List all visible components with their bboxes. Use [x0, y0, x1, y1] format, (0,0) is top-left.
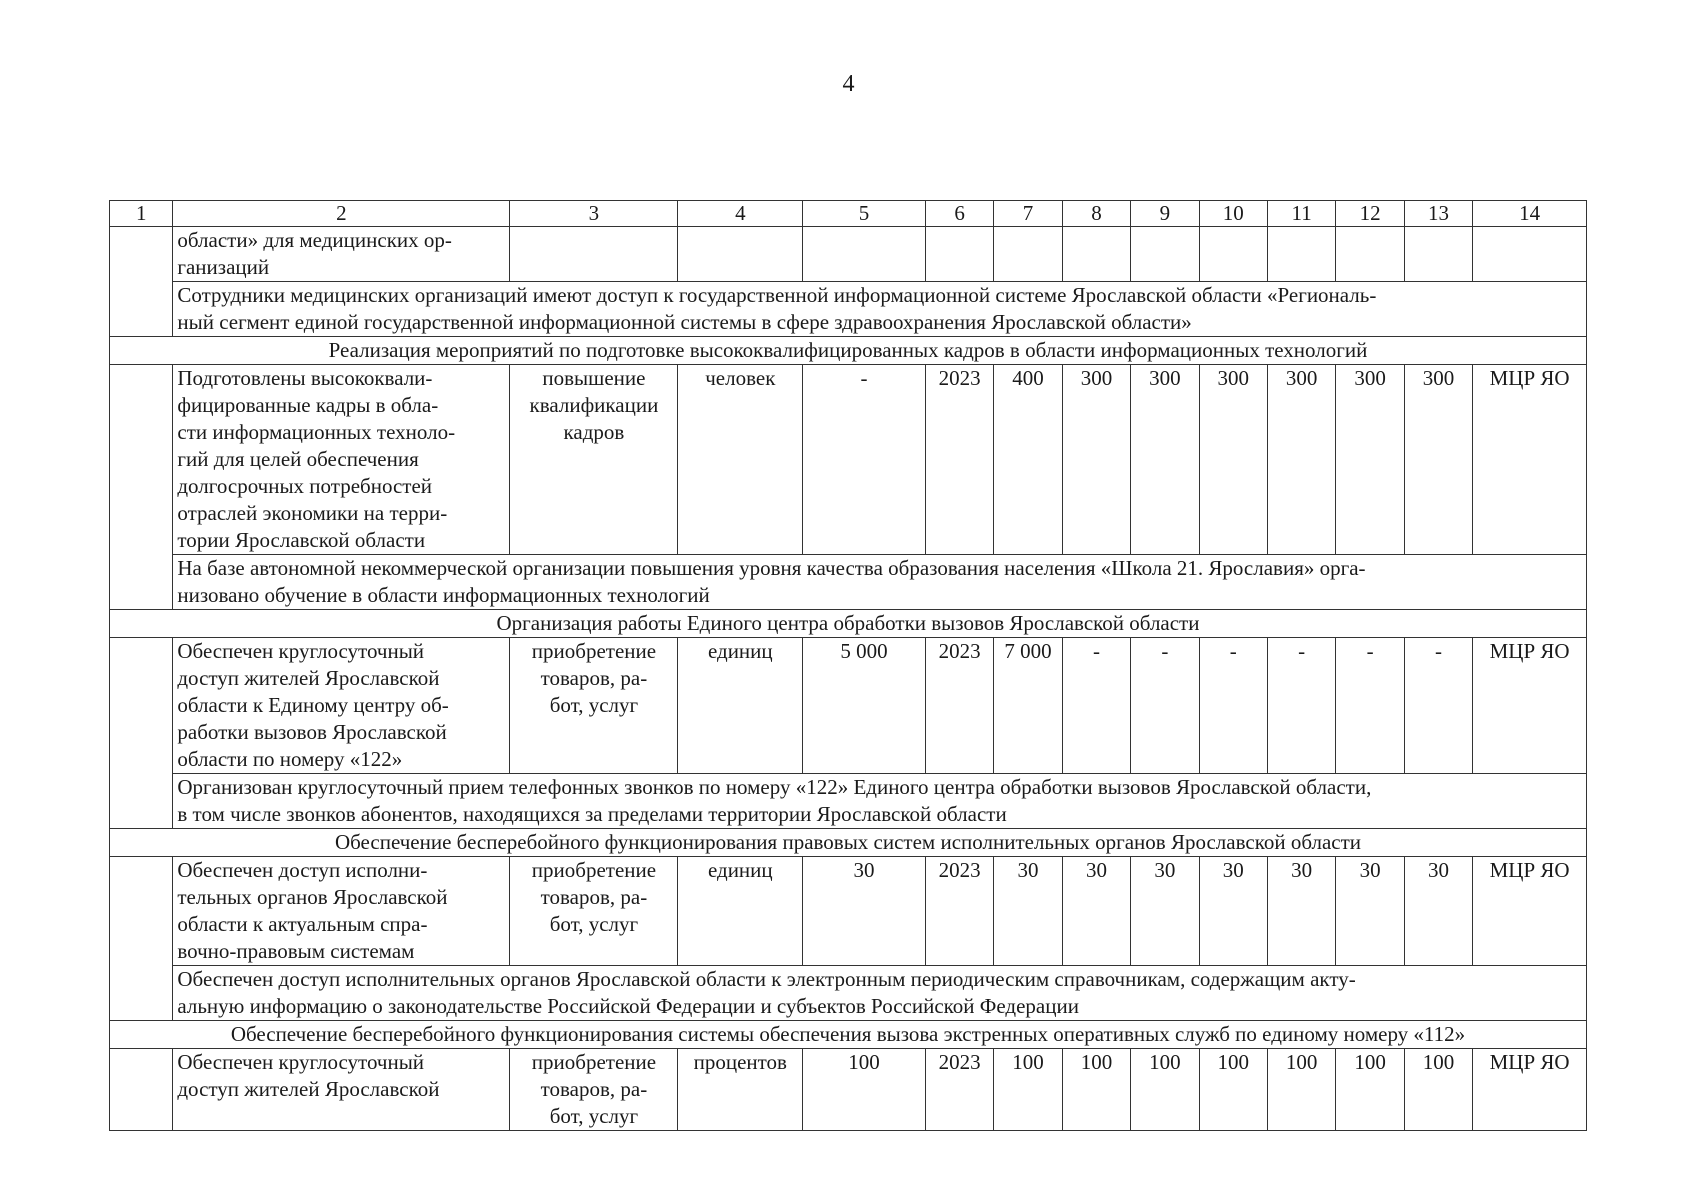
value-12: -: [1336, 638, 1404, 774]
table-row: [110, 227, 1587, 282]
executor: МЦР ЯО: [1473, 365, 1587, 555]
value-7: 400: [994, 365, 1062, 555]
result-text: На базе автономной некоммерческой организации повышения уровня качества образования населения «Школа 21. Ярославия» орга- низовано обучение в области информационных технологий: [173, 555, 1587, 610]
indicator-name: области» для медицинских ор- ганизаций: [173, 227, 510, 282]
result-text: Обеспечен доступ исполнительных органов Ярославской области к электронным периодическим справочникам, содержащим акту- альную информацию о законодательстве Российской Федерации и субъектов Российской Федерации: [173, 966, 1587, 1021]
activity-type: приобретение товаров, ра- бот, услуг: [510, 1049, 678, 1131]
col-14: 14: [1473, 201, 1587, 227]
value-11: 100: [1267, 1049, 1335, 1131]
page-number: 4: [842, 71, 855, 97]
value-8: 100: [1062, 1049, 1130, 1131]
indicator-name: Обеспечен круглосуточный доступ жителей Ярославской: [173, 1049, 510, 1131]
section-title: Обеспечение бесперебойного функционирования правовых систем исполнительных органов Ярославской области: [110, 829, 1587, 857]
col-9: 9: [1131, 201, 1199, 227]
value-12: 100: [1336, 1049, 1404, 1131]
section-row: [110, 1021, 1587, 1049]
value-8: -: [1062, 638, 1130, 774]
value-13: 30: [1404, 857, 1472, 966]
value-10: 100: [1199, 1049, 1267, 1131]
base-year: 2023: [925, 857, 993, 966]
value-13: 300: [1404, 365, 1472, 555]
value-10: 300: [1199, 365, 1267, 555]
base-year: 2023: [925, 638, 993, 774]
indicator-name: Обеспечен доступ исполни- тельных органов Ярославской области к актуальным спра- вочно-правовым системам: [173, 857, 510, 966]
value-12: 300: [1336, 365, 1404, 555]
unit: человек: [678, 365, 803, 555]
indicators-table: [109, 200, 1587, 1131]
value-9: -: [1131, 638, 1199, 774]
result-row: [110, 555, 1587, 610]
row-number-cell: [110, 857, 173, 1021]
value-9: 100: [1131, 1049, 1199, 1131]
indicator-name: Обеспечен круглосуточный доступ жителей Ярославской области к Единому центру об- работки вызовов Ярославской области по номеру «122»: [173, 638, 510, 774]
section-row: [110, 829, 1587, 857]
table-row: [110, 638, 1587, 774]
base-value: 100: [803, 1049, 926, 1131]
value-13: 100: [1404, 1049, 1472, 1131]
result-text: Сотрудники медицинских организаций имеют доступ к государственной информационной системе Ярославской области «Региональ- ный сегмент единой государственной информационной системы в сфере здравоохранения Ярославской области»: [173, 282, 1587, 337]
activity-type: повышение квалификации кадров: [510, 365, 678, 555]
col-2: 2: [173, 201, 510, 227]
row-number-cell: [110, 365, 173, 610]
table-row: [110, 365, 1587, 555]
value-9: 30: [1131, 857, 1199, 966]
column-number-row: [110, 201, 1587, 227]
table-row: [110, 857, 1587, 966]
value-7: 30: [994, 857, 1062, 966]
value-9: 300: [1131, 365, 1199, 555]
base-value: -: [803, 365, 926, 555]
section-title: Организация работы Единого центра обработки вызовов Ярославской области: [110, 610, 1587, 638]
base-year: 2023: [925, 1049, 993, 1131]
unit: процентов: [678, 1049, 803, 1131]
value-7: 7 000: [994, 638, 1062, 774]
base-value: 30: [803, 857, 926, 966]
result-row: [110, 282, 1587, 337]
section-title: Реализация мероприятий по подготовке высококвалифицированных кадров в области информационных технологий: [110, 337, 1587, 365]
col-12: 12: [1336, 201, 1404, 227]
col-11: 11: [1267, 201, 1335, 227]
result-row: [110, 966, 1587, 1021]
section-row: [110, 610, 1587, 638]
section-title: Обеспечение бесперебойного функционирования системы обеспечения вызова экстренных оперативных служб по единому номеру «112»: [110, 1021, 1587, 1049]
col-10: 10: [1199, 201, 1267, 227]
col-5: 5: [803, 201, 926, 227]
executor: МЦР ЯО: [1473, 857, 1587, 966]
value-12: 30: [1336, 857, 1404, 966]
value-10: 30: [1199, 857, 1267, 966]
value-11: -: [1267, 638, 1335, 774]
col-3: 3: [510, 201, 678, 227]
unit: единиц: [678, 638, 803, 774]
value-11: 30: [1267, 857, 1335, 966]
value-7: 100: [994, 1049, 1062, 1131]
col-4: 4: [678, 201, 803, 227]
col-13: 13: [1404, 201, 1472, 227]
value-11: 300: [1267, 365, 1335, 555]
row-number-cell: [110, 1049, 173, 1131]
base-year: 2023: [925, 365, 993, 555]
col-7: 7: [994, 201, 1062, 227]
value-10: -: [1199, 638, 1267, 774]
row-number-cell: [110, 638, 173, 829]
col-6: 6: [925, 201, 993, 227]
unit: единиц: [678, 857, 803, 966]
value-13: -: [1404, 638, 1472, 774]
col-8: 8: [1062, 201, 1130, 227]
value-8: 30: [1062, 857, 1130, 966]
result-text: Организован круглосуточный прием телефонных звонков по номеру «122» Единого центра обработки вызовов Ярославской области, в том числе звонков абонентов, находящихся за пределами территории Ярославской области: [173, 774, 1587, 829]
activity-type: приобретение товаров, ра- бот, услуг: [510, 638, 678, 774]
executor: МЦР ЯО: [1473, 638, 1587, 774]
indicator-name: Подготовлены высококвали- фицированные кадры в обла- сти информационных техноло- гий для целей обеспечения долгосрочных потребностей отраслей экономики на терри- тории Ярославской области: [173, 365, 510, 555]
section-row: [110, 337, 1587, 365]
activity-type: приобретение товаров, ра- бот, услуг: [510, 857, 678, 966]
col-1: 1: [110, 201, 173, 227]
value-8: 300: [1062, 365, 1130, 555]
table-row: [110, 1049, 1587, 1131]
result-row: [110, 774, 1587, 829]
base-value: 5 000: [803, 638, 926, 774]
executor: МЦР ЯО: [1473, 1049, 1587, 1131]
row-number-cell: [110, 227, 173, 337]
